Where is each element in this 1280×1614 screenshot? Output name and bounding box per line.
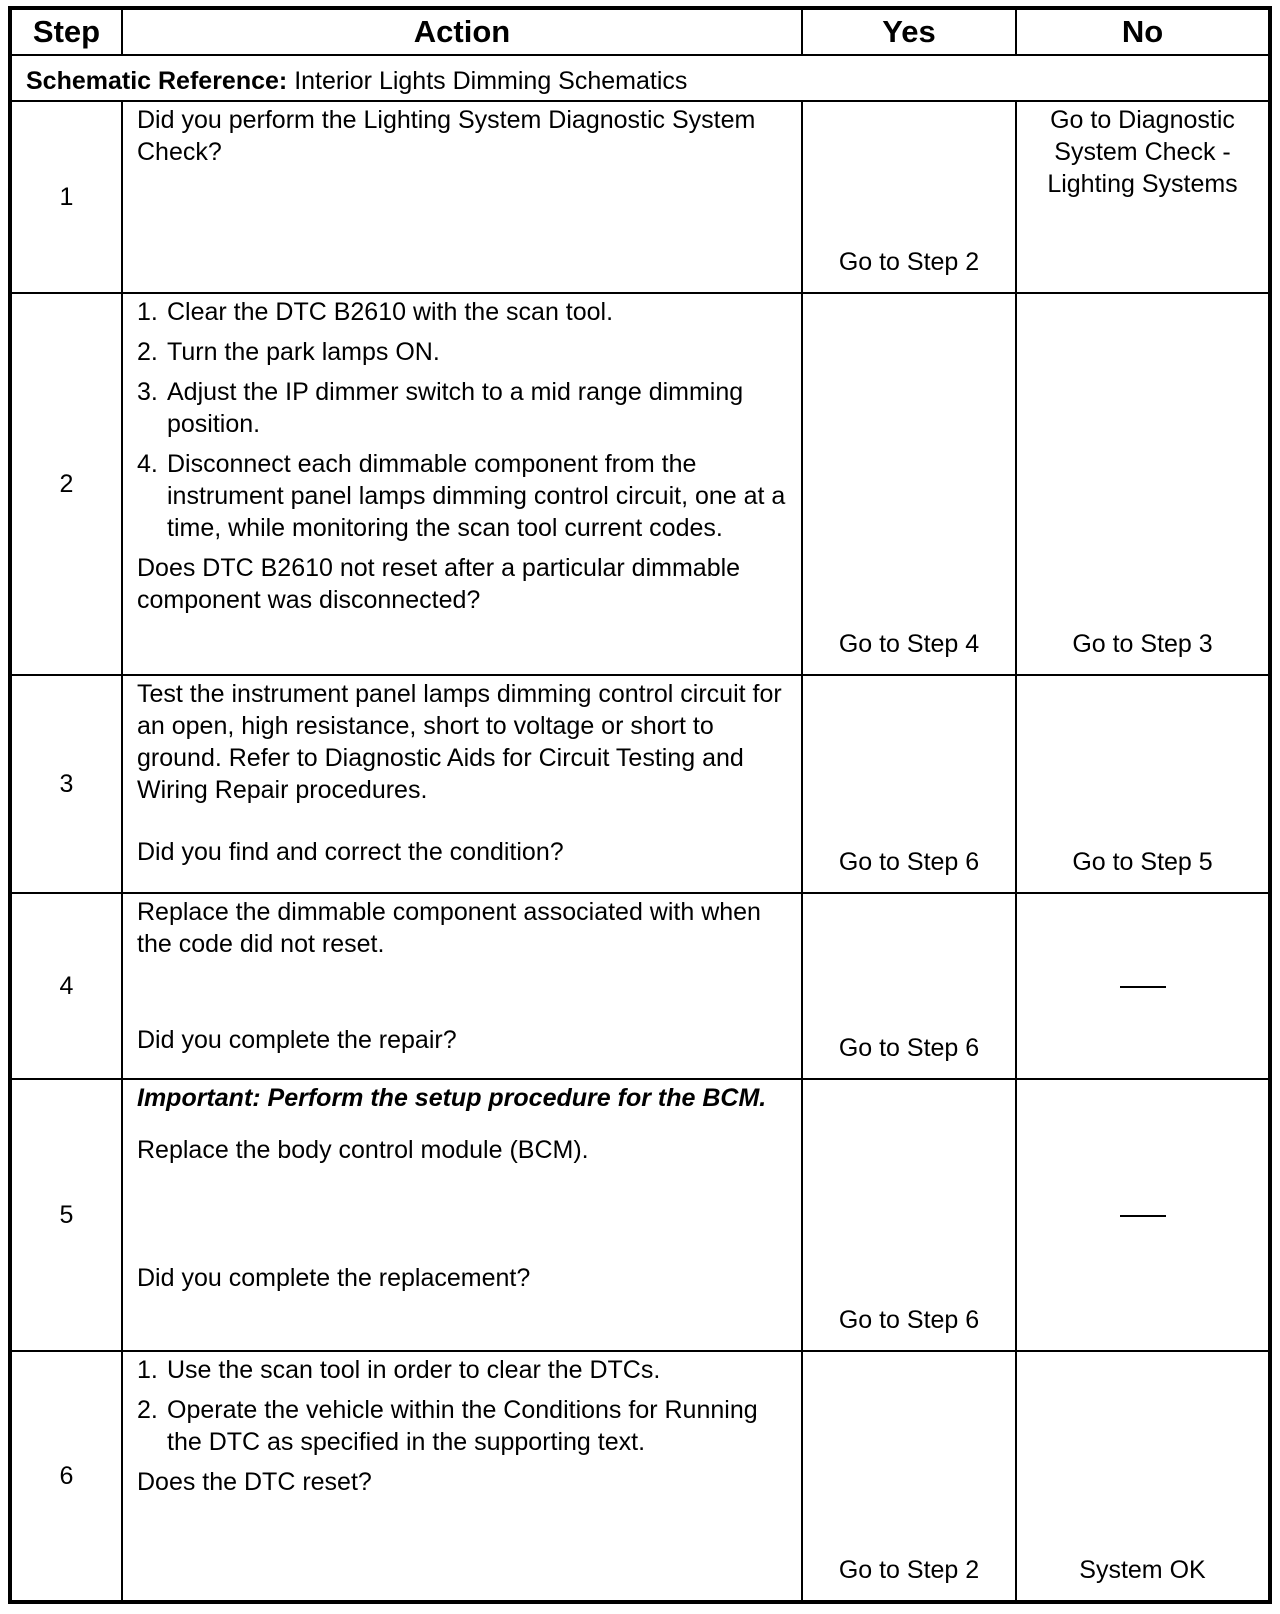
list-item: 1. Use the scan tool in order to clear the DTCs. xyxy=(137,1356,661,1384)
action-cell xyxy=(122,1351,802,1600)
schematic-reference-label: Schematic Reference: xyxy=(26,67,288,95)
yes-cell: Go to Step 6 xyxy=(802,1079,1016,1351)
action-question: Does DTC B2610 not reset after a particular dimmable component was disconnected? xyxy=(137,554,741,614)
schematic-reference xyxy=(12,55,1268,101)
schematic-reference-row xyxy=(12,55,1268,101)
action-question: Did you complete the repair? xyxy=(137,1026,457,1054)
yes-cell: Go to Step 6 xyxy=(802,893,1016,1079)
step-number: 4 xyxy=(12,893,122,1079)
no-cell: System OK xyxy=(1016,1351,1268,1600)
yes-cell: Go to Step 4 xyxy=(802,293,1016,675)
step-number: 2 xyxy=(12,293,122,675)
action-cell xyxy=(122,293,802,675)
no-cell: Go to Step 5 xyxy=(1016,675,1268,893)
list-item: 2. Turn the park lamps ON. xyxy=(137,338,440,366)
action-steps-list xyxy=(137,296,791,544)
step-number: 1 xyxy=(12,101,122,293)
action-text: Replace the dimmable component associated with when the code did not reset. xyxy=(137,898,761,958)
yes-cell: Go to Step 2 xyxy=(802,101,1016,293)
action-text: Test the instrument panel lamps dimming control circuit for an open, high resistance, short to voltage or short to ground. Refer to Diagnostic Aids for Circuit Testing and Wiring Repair procedures. xyxy=(137,680,782,804)
header-step: Step xyxy=(12,10,122,55)
step-number: 5 xyxy=(12,1079,122,1351)
step-number: 3 xyxy=(12,675,122,893)
no-action-dash xyxy=(1120,986,1166,988)
no-cell xyxy=(1016,893,1268,1079)
action-question: Does the DTC reset? xyxy=(137,1468,372,1496)
schematic-reference-value: Interior Lights Dimming Schematics xyxy=(294,67,688,95)
step-number: 6 xyxy=(12,1351,122,1600)
action-cell xyxy=(122,675,802,893)
table-row xyxy=(12,893,1268,1079)
list-item: 4. Disconnect each dimmable component from the instrument panel lamps dimming control circuit, one at a time, while monitoring the scan tool current codes. xyxy=(137,450,786,542)
table-row xyxy=(12,675,1268,893)
table-row xyxy=(12,293,1268,675)
action-steps-list xyxy=(137,1354,791,1458)
diagnostic-table xyxy=(12,10,1268,1600)
action-text: Replace the body control module (BCM). xyxy=(137,1136,589,1164)
list-item: 3. Adjust the IP dimmer switch to a mid range dimming position. xyxy=(137,378,744,438)
yes-cell: Go to Step 6 xyxy=(802,675,1016,893)
header-row xyxy=(12,10,1268,55)
header-no: No xyxy=(1016,10,1268,55)
action-cell xyxy=(122,1079,802,1351)
list-item: 1. Clear the DTC B2610 with the scan tool. xyxy=(137,298,614,326)
action-cell xyxy=(122,101,802,293)
action-question: Did you find and correct the condition? xyxy=(137,838,564,866)
yes-cell: Go to Step 2 xyxy=(802,1351,1016,1600)
table-row xyxy=(12,101,1268,293)
action-question: Did you perform the Lighting System Diagnostic System Check? xyxy=(137,106,756,166)
diagnostic-table-container xyxy=(8,6,1272,1604)
no-cell xyxy=(1016,1079,1268,1351)
table-row xyxy=(12,1351,1268,1600)
list-item: 2. Operate the vehicle within the Conditions for Running the DTC as specified in the supporting text. xyxy=(137,1396,758,1456)
action-question: Did you complete the replacement? xyxy=(137,1264,531,1292)
header-yes: Yes xyxy=(802,10,1016,55)
no-cell: Go to Step 3 xyxy=(1016,293,1268,675)
table-row xyxy=(12,1079,1268,1351)
no-cell: Go to Diagnostic System Check - Lighting Systems xyxy=(1016,101,1268,293)
action-cell xyxy=(122,893,802,1079)
important-note: Important: Perform the setup procedure for the BCM. xyxy=(137,1084,767,1112)
no-action-dash xyxy=(1120,1215,1166,1217)
header-action: Action xyxy=(122,10,802,55)
